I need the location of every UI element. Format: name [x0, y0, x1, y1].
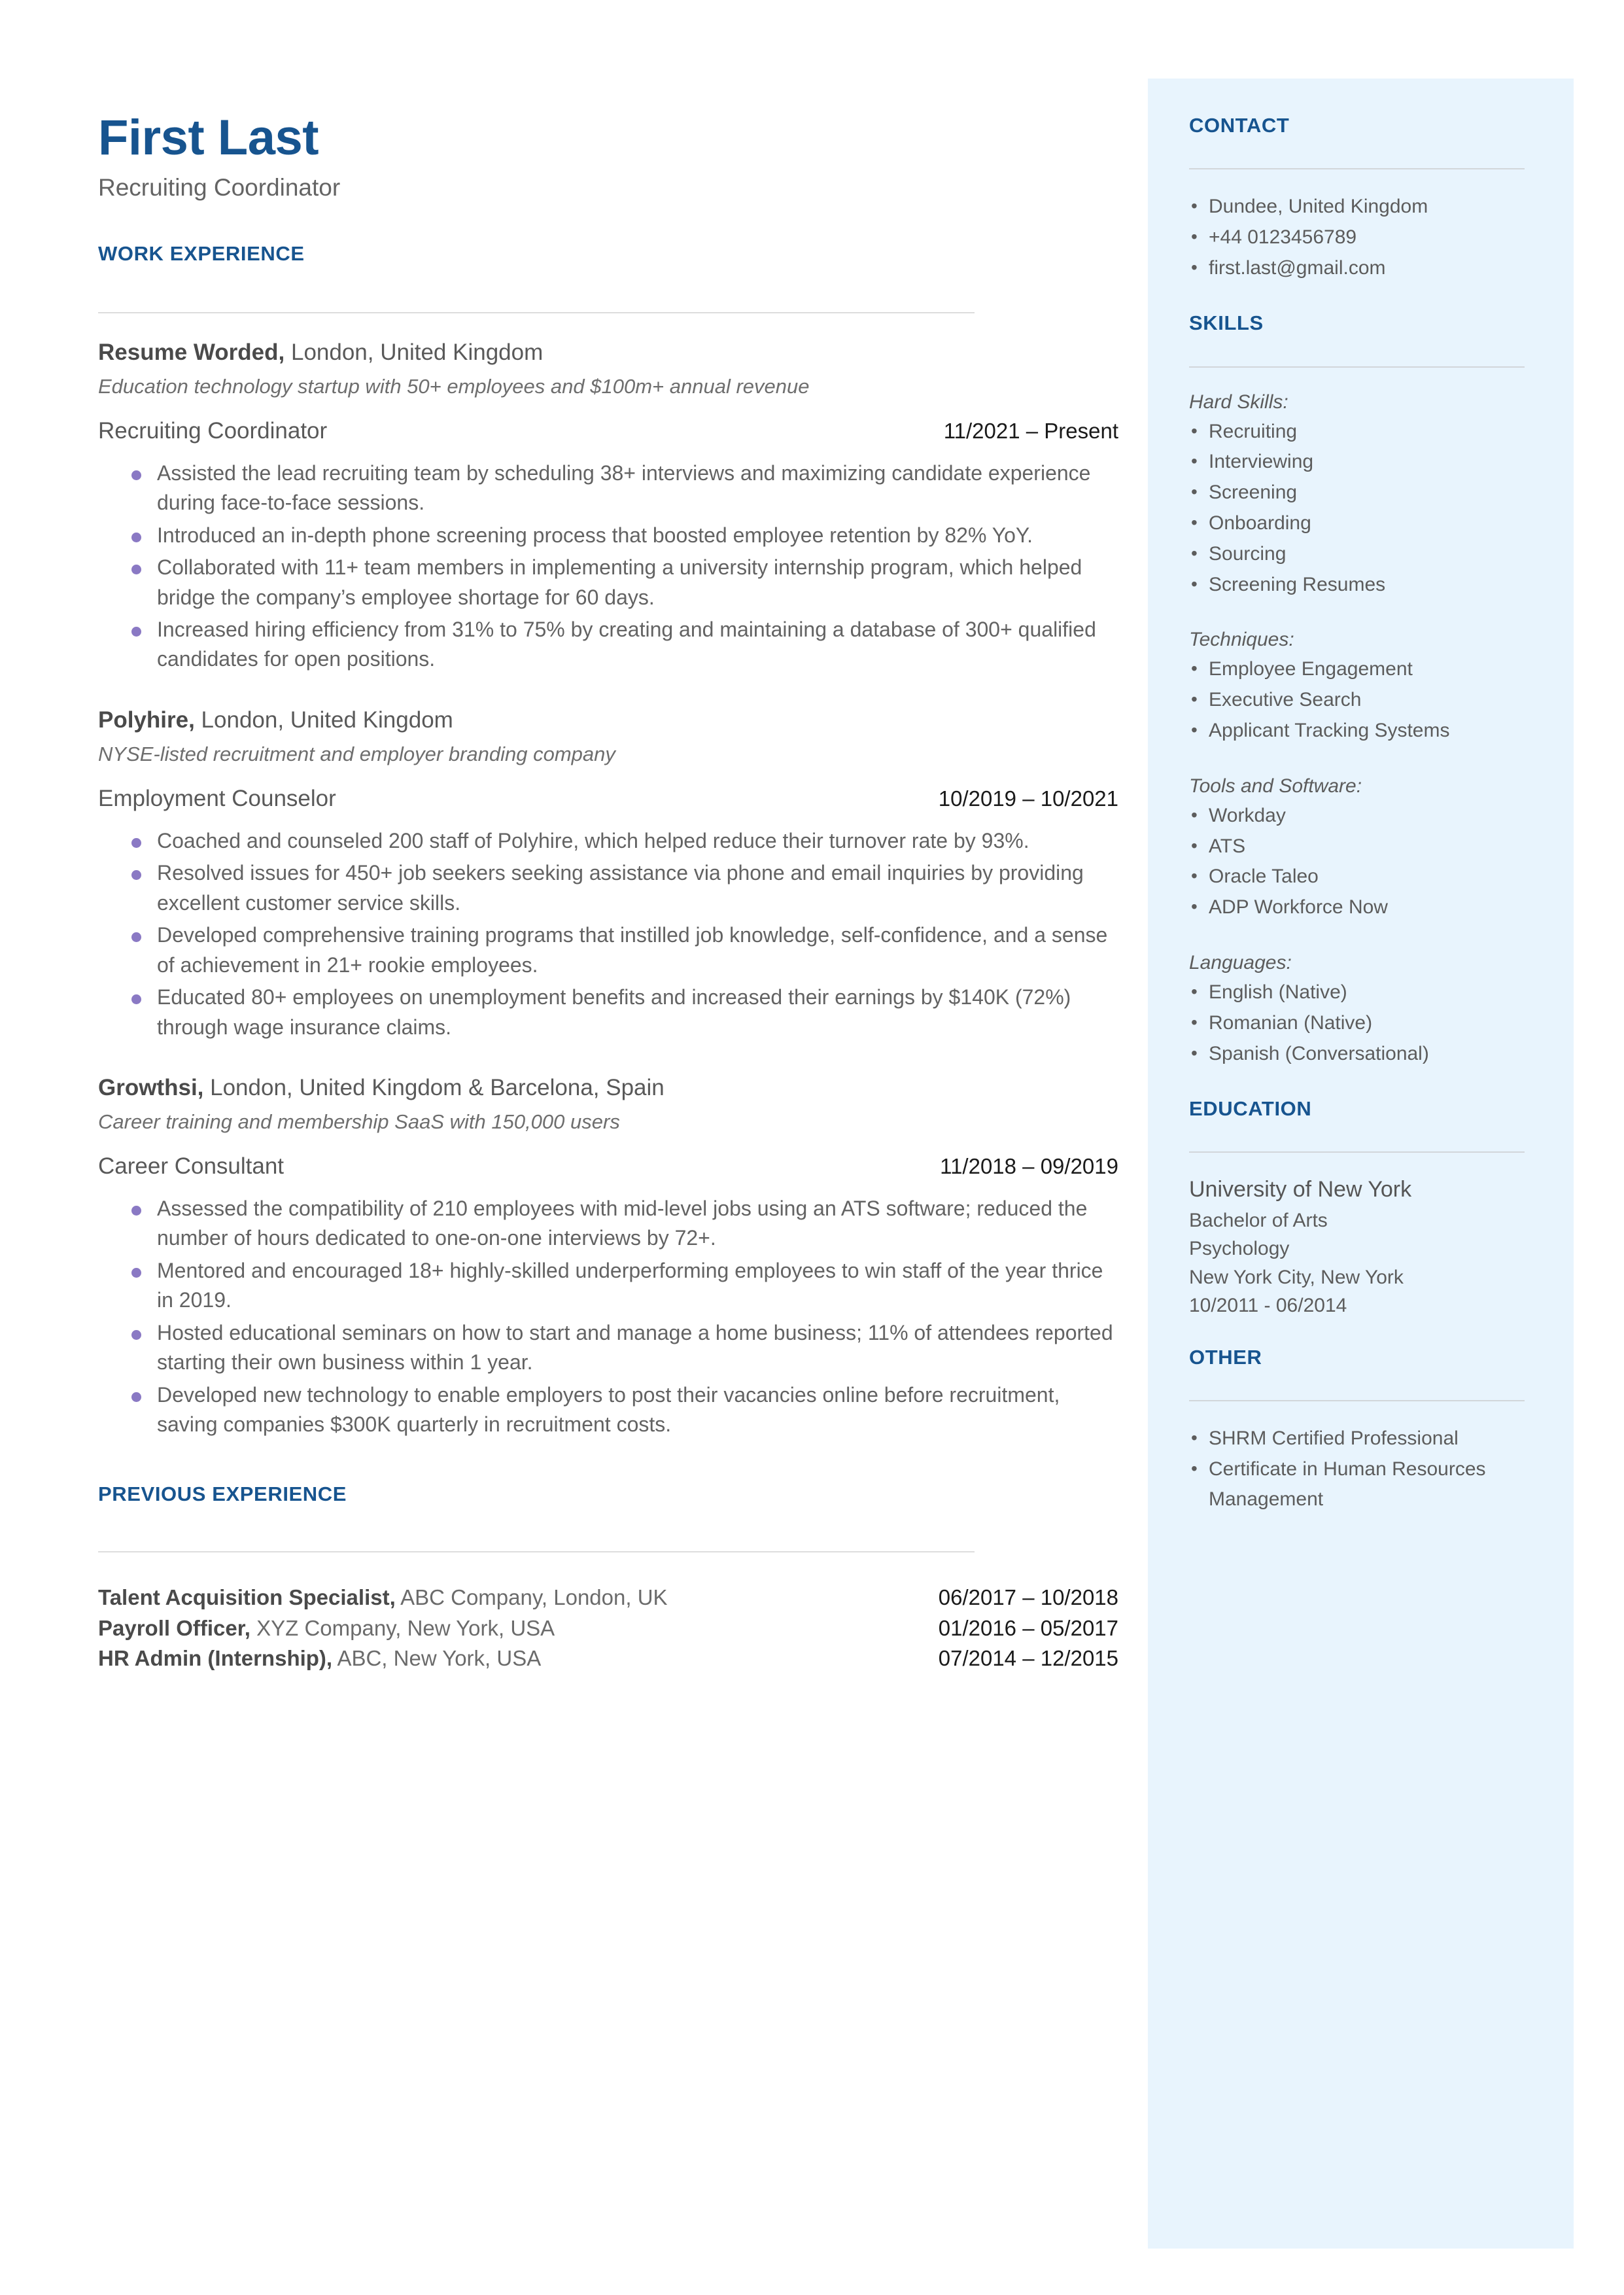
skill-item: • Applicant Tracking Systems [1189, 716, 1525, 746]
page-title: First Last [98, 110, 319, 166]
skill-item: • Workday [1189, 801, 1525, 832]
previous-experience-text [98, 1583, 668, 1613]
education-degree: Bachelor of Arts [1189, 1209, 1328, 1231]
job-location: London, United Kingdom & Barcelona, Spain [203, 1075, 665, 1100]
job-location: London, United Kingdom [194, 707, 453, 733]
section-heading-work-experience: WORK EXPERIENCE [98, 241, 305, 265]
skills-group-list [1189, 801, 1525, 923]
skills-group-label: Languages: [1189, 951, 1292, 973]
previous-experience-detail: XYZ Company, New York, USA [250, 1615, 555, 1640]
contact-item-phone: • +44 0123456789 [1189, 222, 1525, 253]
skill-item: • Recruiting [1189, 417, 1525, 447]
skills-group-hard-skills [1189, 387, 1525, 601]
section-heading-previous-experience: PREVIOUS EXPERIENCE [98, 1482, 347, 1505]
skills-group-label: Tools and Software: [1189, 775, 1362, 797]
previous-experience-dates: 07/2014 – 12/2015 [938, 1646, 1118, 1671]
contact-item-location: • Dundee, United Kingdom [1189, 192, 1525, 222]
job-company-line [98, 706, 1118, 735]
job-bullet: Introduced an in-depth phone screening process that boosted employee retention by 82% YoY. [98, 521, 1118, 550]
job-bullet: Assisted the lead recruiting team by scheduling 38+ interviews and maximizing candidate experience during face-to-face sessions. [98, 459, 1118, 518]
sidebar-heading-contact: CONTACT [1189, 114, 1290, 137]
education-field: Psychology [1189, 1238, 1290, 1260]
previous-experience-detail: ABC, New York, USA [332, 1646, 542, 1671]
job-bullet: Mentored and encouraged 18+ highly-skilled underperforming employees to win staff of the year thrice in 2019. [98, 1256, 1118, 1316]
job-bullet: Educated 80+ employees on unemployment benefits and increased their earnings by $140K (72%) through wage insurance claims. [98, 983, 1118, 1042]
job-company-description: Education technology startup with 50+ employees and $100m+ annual revenue [98, 374, 810, 398]
job-bullet: Coached and counseled 200 staff of Polyhire, which helped reduce their turnover rate by 93%. [98, 826, 1118, 856]
job-dates: 10/2019 – 10/2021 [938, 786, 1118, 811]
previous-experience-text [98, 1643, 541, 1674]
skills-group-list [1189, 654, 1525, 746]
sidebar-heading-skills: SKILLS [1189, 311, 1264, 335]
job-bullet: Resolved issues for 450+ job seekers seeking assistance via phone and email inquiries by providing excellent customer service skills. [98, 858, 1118, 918]
previous-experience-row [98, 1643, 1118, 1674]
contact-item-email[interactable]: • first.last@gmail.com [1189, 253, 1525, 284]
job-company-name: Growthsi, [98, 1075, 204, 1100]
job-title-row [98, 786, 1118, 812]
skills-group-techniques [1189, 625, 1525, 746]
job-title: Employment Counselor [98, 785, 336, 811]
job-bullet-list [98, 459, 1118, 674]
skill-item: • Employee Engagement [1189, 654, 1525, 685]
sidebar-heading-other: OTHER [1189, 1345, 1262, 1369]
job-company-name: Resume Worded, [98, 339, 285, 365]
skill-item: • ADP Workforce Now [1189, 892, 1525, 923]
job-bullet: Hosted educational seminars on how to start and manage a home business; 11% of attendees reported starting their own business within 1 year. [98, 1318, 1118, 1378]
resume-sidebar [1148, 79, 1574, 2249]
role-subtitle: Recruiting Coordinator [98, 174, 341, 201]
job-bullet-list [98, 826, 1118, 1042]
job-company-description: Career training and membership SaaS with 150,000 users [98, 1110, 620, 1133]
skills-group-label: Hard Skills: [1189, 391, 1288, 413]
skill-item: • ATS [1189, 832, 1525, 862]
job-company-line [98, 338, 1118, 367]
job-company-line [98, 1074, 1118, 1102]
job-title-row [98, 418, 1118, 444]
job-dates: 11/2021 – Present [943, 418, 1118, 443]
language-item: • Spanish (Conversational) [1189, 1039, 1525, 1070]
previous-experience-dates: 01/2016 – 05/2017 [938, 1615, 1118, 1640]
job-location: London, United Kingdom [285, 339, 544, 365]
job-entry [98, 338, 1118, 674]
skills-group-label: Techniques: [1189, 629, 1294, 651]
job-company-name: Polyhire, [98, 707, 195, 733]
skill-item: • Interviewing [1189, 447, 1525, 478]
job-company-description: NYSE-listed recruitment and employer branding company [98, 742, 615, 765]
skills-group-languages [1189, 948, 1525, 1069]
education-entry [1189, 1174, 1525, 1320]
job-dates: 11/2018 – 09/2019 [940, 1154, 1118, 1179]
job-bullet: Increased hiring efficiency from 31% to 75% by creating and maintaining a database of 300+ qualified candidates for open positions. [98, 615, 1118, 674]
previous-experience-row [98, 1583, 1118, 1613]
job-title-row [98, 1153, 1118, 1180]
job-entry [98, 706, 1118, 1042]
other-list [1189, 1424, 1525, 1515]
contact-list [1189, 192, 1525, 283]
skills-group-list [1189, 977, 1525, 1069]
language-item: • Romanian (Native) [1189, 1008, 1525, 1039]
resume-main-column [98, 0, 1118, 1674]
job-title: Career Consultant [98, 1153, 285, 1180]
skill-item: • Oracle Taleo [1189, 862, 1525, 892]
education-school: University of New York [1189, 1177, 1412, 1202]
job-title: Recruiting Coordinator [98, 417, 328, 444]
job-bullet: Developed comprehensive training programs that instilled job knowledge, self-confidence, and a sense of achievement in 21+ rookie employees. [98, 920, 1118, 980]
skill-item: • Screening [1189, 478, 1525, 508]
skill-item: • Sourcing [1189, 539, 1525, 570]
previous-experience-title: HR Admin (Internship), [98, 1646, 333, 1671]
previous-experience-row [98, 1613, 1118, 1644]
language-item: • English (Native) [1189, 977, 1525, 1008]
job-entry [98, 1074, 1118, 1440]
previous-experience-title: Talent Acquisition Specialist, [98, 1585, 396, 1609]
other-item: • SHRM Certified Professional [1189, 1424, 1525, 1454]
job-bullet: Assessed the compatibility of 210 employees with mid-level jobs using an ATS software; reduced the number of hours dedicated to one-on-one interviews by 72+. [98, 1194, 1118, 1253]
skill-item: • Onboarding [1189, 508, 1525, 539]
previous-experience-dates: 06/2017 – 10/2018 [938, 1585, 1118, 1609]
job-bullet: Developed new technology to enable employers to post their vacancies online before recruitment, saving companies $300K quarterly in recruitment costs. [98, 1380, 1118, 1440]
sidebar-heading-education: EDUCATION [1189, 1097, 1312, 1121]
education-dates: 10/2011 - 06/2014 [1189, 1295, 1347, 1317]
job-bullet-list [98, 1194, 1118, 1440]
previous-experience-detail: ABC Company, London, UK [395, 1585, 668, 1609]
skills-group-tools-and-software [1189, 771, 1525, 923]
skill-item: • Screening Resumes [1189, 570, 1525, 601]
previous-experience-text [98, 1613, 555, 1644]
previous-experience-title: Payroll Officer, [98, 1615, 251, 1640]
skill-item: • Executive Search [1189, 685, 1525, 716]
job-bullet: Collaborated with 11+ team members in implementing a university internship program, which helped bridge the company’s employee shortage for 60 days. [98, 553, 1118, 612]
other-item: • Certificate in Human Resources Management [1189, 1454, 1525, 1516]
education-location: New York City, New York [1189, 1266, 1404, 1288]
skills-group-list [1189, 417, 1525, 601]
